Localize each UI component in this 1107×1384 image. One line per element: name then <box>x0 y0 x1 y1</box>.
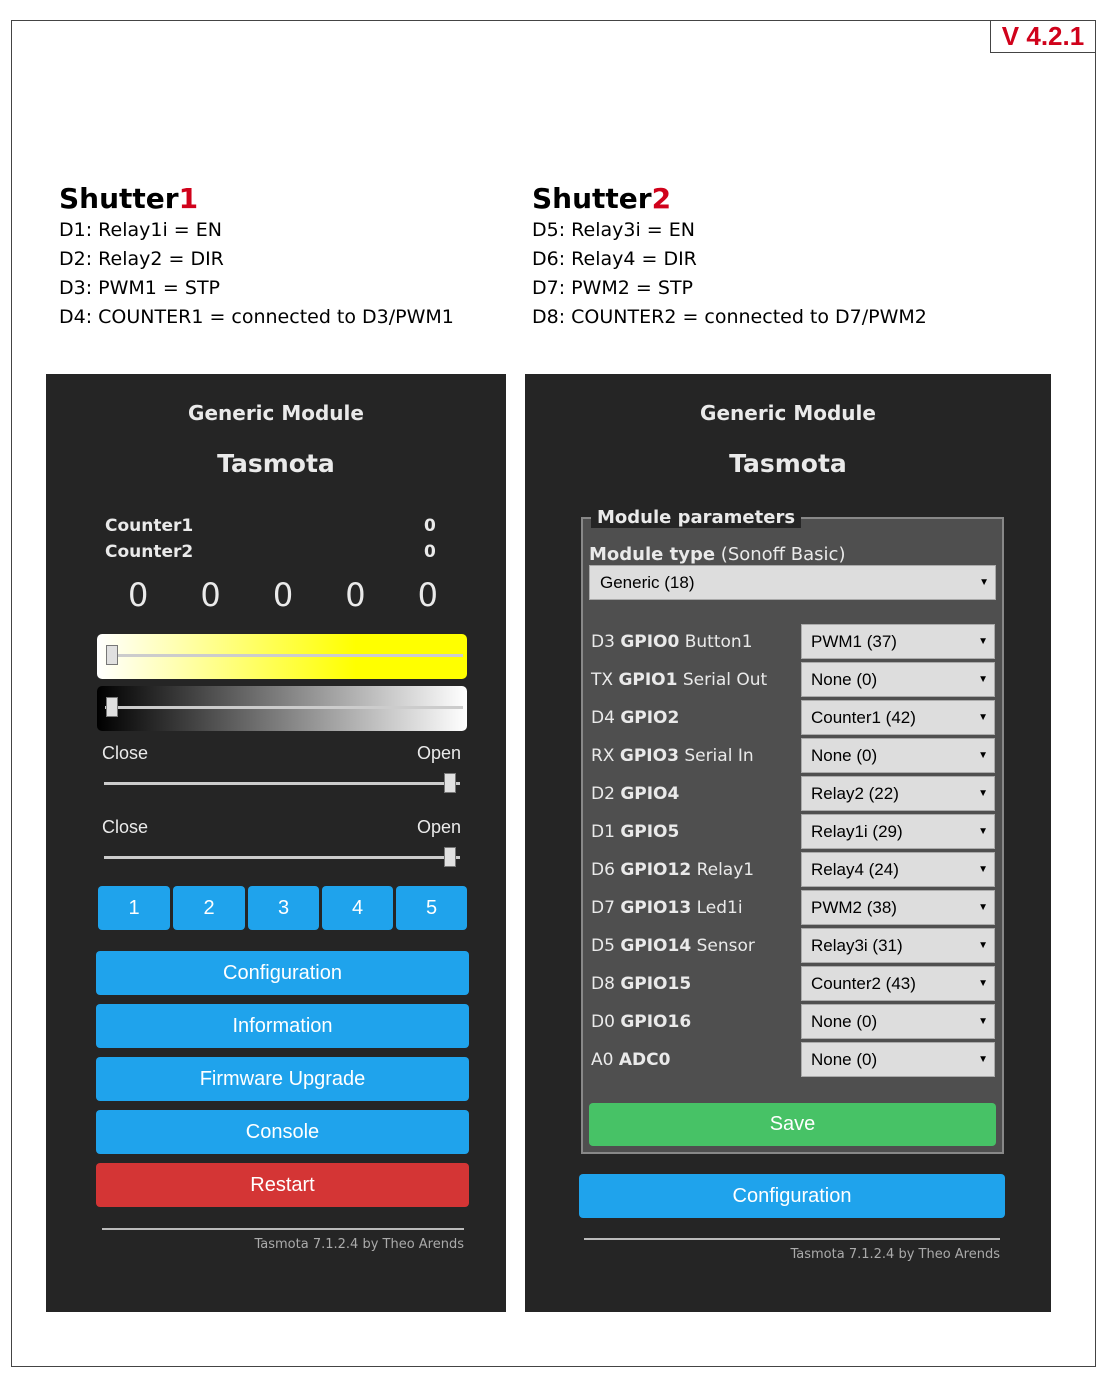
gpio-select-value: Relay2 (22) <box>811 784 899 803</box>
gpio-pin: D4 <box>591 708 615 728</box>
footer-text: Tasmota 7.1.2.4 by Theo Arends <box>254 1237 464 1252</box>
gpio-label <box>591 670 767 690</box>
shutter1-line: D1: Relay1i = EN <box>59 219 222 241</box>
shutter1-slider-thumb[interactable] <box>444 773 456 793</box>
toggle-button-1[interactable]: 1 <box>98 886 170 930</box>
gpio-pin: D7 <box>591 898 615 918</box>
gpio-select[interactable] <box>801 814 995 849</box>
gpio-pin: D0 <box>591 1012 615 1032</box>
chevron-down-icon: ▼ <box>978 1054 988 1065</box>
gpio-label <box>591 822 679 842</box>
power-state: 0 <box>200 576 221 614</box>
gpio-number: GPIO4 <box>620 784 680 804</box>
gpio-select[interactable] <box>801 890 995 925</box>
shutter1-notes <box>59 182 454 332</box>
shutter1-open-label: Open <box>417 743 462 763</box>
gpio-label <box>591 860 754 880</box>
gpio-label <box>591 708 679 728</box>
slider-thumb[interactable] <box>106 645 118 665</box>
chevron-down-icon: ▼ <box>978 750 988 761</box>
gpio-select[interactable] <box>801 738 995 773</box>
gpio-select-value: None (0) <box>811 746 878 765</box>
firmware-upgrade-button[interactable]: Firmware Upgrade <box>96 1057 469 1101</box>
toggle-button-5[interactable]: 5 <box>396 886 467 930</box>
shutter2-line: D8: COUNTER2 = connected to D7/PWM2 <box>532 306 927 328</box>
slider-thumb[interactable] <box>106 697 118 717</box>
gpio-select-value: PWM2 (38) <box>811 898 897 917</box>
chevron-down-icon: ▼ <box>978 1016 988 1027</box>
gpio-description: Sensor <box>696 936 755 956</box>
module-name: Generic Module <box>700 401 876 425</box>
shutter1-slider[interactable] <box>104 782 460 785</box>
save-button[interactable]: Save <box>589 1103 996 1146</box>
module-type-label <box>589 544 845 565</box>
gpio-label <box>591 784 679 804</box>
gpio-select[interactable] <box>801 1004 995 1039</box>
device-name: Tasmota <box>729 449 847 478</box>
toggle-button-2[interactable]: 2 <box>173 886 245 930</box>
toggle-button-3[interactable]: 3 <box>248 886 319 930</box>
shutter2-title: Shutter <box>532 182 652 215</box>
shutter1-number: 1 <box>178 182 199 215</box>
gpio-label <box>591 746 754 766</box>
gpio-select-value: None (0) <box>811 670 878 689</box>
gpio-number: GPIO12 <box>620 860 692 880</box>
shutter2-line: D7: PWM2 = STP <box>532 277 694 299</box>
gpio-select[interactable] <box>801 662 995 697</box>
gpio-number: GPIO0 <box>620 632 680 652</box>
gpio-number: GPIO14 <box>620 936 692 956</box>
gpio-select[interactable] <box>801 966 995 1001</box>
gpio-select-value: Counter1 (42) <box>811 708 916 727</box>
gpio-select-value: None (0) <box>811 1050 878 1069</box>
gpio-select[interactable] <box>801 624 995 659</box>
module-type-select[interactable] <box>589 565 996 600</box>
counter2-label: Counter2 <box>105 542 194 562</box>
gpio-description: Led1i <box>696 898 743 918</box>
module-type-hint: (Sonoff Basic) <box>720 544 846 565</box>
shutter2-heading <box>532 182 927 216</box>
gpio-pin: D8 <box>591 974 615 994</box>
gpio-pin: D5 <box>591 936 615 956</box>
power-state: 0 <box>345 576 366 614</box>
gpio-number: ADC0 <box>618 1050 671 1070</box>
shutter1-line: D2: Relay2 = DIR <box>59 248 224 270</box>
gpio-number: GPIO1 <box>618 670 678 690</box>
power-state-row <box>128 576 438 614</box>
shutter2-line: D5: Relay3i = EN <box>532 219 695 241</box>
gpio-pin: RX <box>591 746 615 766</box>
footer-text: Tasmota 7.1.2.4 by Theo Arends <box>790 1247 1000 1262</box>
console-button[interactable]: Console <box>96 1110 469 1154</box>
chevron-down-icon: ▼ <box>978 674 988 685</box>
toggle-button-4[interactable]: 4 <box>322 886 393 930</box>
right-tasmota-panel <box>525 374 1051 1312</box>
power-state: 0 <box>417 576 438 614</box>
gpio-select-value: PWM1 (37) <box>811 632 897 651</box>
chevron-down-icon: ▼ <box>978 712 988 723</box>
restart-button[interactable]: Restart <box>96 1163 469 1207</box>
configuration-button[interactable]: Configuration <box>96 951 469 995</box>
configuration-button[interactable]: Configuration <box>579 1174 1005 1218</box>
counter1-value: 0 <box>424 516 436 536</box>
gpio-select-value: Counter2 (43) <box>811 974 916 993</box>
chevron-down-icon: ▼ <box>979 577 989 588</box>
power-state: 0 <box>128 576 149 614</box>
color-temp-slider[interactable] <box>97 634 467 679</box>
counter1-label: Counter1 <box>105 516 194 536</box>
gpio-select-value: Relay4 (24) <box>811 860 899 879</box>
gpio-number: GPIO2 <box>620 708 680 728</box>
gpio-number: GPIO15 <box>620 974 692 994</box>
module-type-value: Generic (18) <box>600 573 695 592</box>
chevron-down-icon: ▼ <box>978 978 988 989</box>
gpio-pin: TX <box>591 670 614 690</box>
gpio-select-value: None (0) <box>811 1012 878 1031</box>
chevron-down-icon: ▼ <box>978 902 988 913</box>
shutter2-close-label: Close <box>102 817 149 837</box>
gpio-number: GPIO13 <box>620 898 692 918</box>
gpio-pin: A0 <box>591 1050 614 1070</box>
gpio-select[interactable] <box>801 928 995 963</box>
version-badge: V 4.2.1 <box>990 20 1096 53</box>
slider-track <box>111 654 463 657</box>
shutter2-notes <box>532 182 927 332</box>
gpio-label <box>591 936 755 956</box>
left-tasmota-panel <box>46 374 506 1312</box>
module-parameters-legend: Module parameters <box>591 507 801 528</box>
gpio-pin: D2 <box>591 784 615 804</box>
gpio-select-value: Relay1i (29) <box>811 822 903 841</box>
chevron-down-icon: ▼ <box>978 788 988 799</box>
gpio-select-value: Relay3i (31) <box>811 936 903 955</box>
gpio-pin: D1 <box>591 822 615 842</box>
gpio-number: GPIO5 <box>620 822 680 842</box>
gpio-number: GPIO16 <box>620 1012 692 1032</box>
gpio-select[interactable] <box>801 776 995 811</box>
slider-track <box>105 706 463 709</box>
chevron-down-icon: ▼ <box>978 940 988 951</box>
shutter1-line: D3: PWM1 = STP <box>59 277 221 299</box>
shutter2-slider[interactable] <box>104 856 460 859</box>
gpio-label <box>591 974 691 994</box>
shutter1-close-label: Close <box>102 743 149 763</box>
gpio-label <box>591 632 753 652</box>
gpio-select[interactable] <box>801 700 995 735</box>
gpio-description: Serial In <box>684 746 754 766</box>
gpio-pin: D6 <box>591 860 615 880</box>
chevron-down-icon: ▼ <box>978 636 988 647</box>
device-name: Tasmota <box>217 449 335 478</box>
gpio-number: GPIO3 <box>619 746 679 766</box>
shutter1-title: Shutter <box>59 182 179 215</box>
gpio-label <box>591 898 743 918</box>
gpio-label <box>591 1012 691 1032</box>
dimmer-slider[interactable] <box>97 686 467 731</box>
module-name: Generic Module <box>188 401 364 425</box>
gpio-pin: D3 <box>591 632 615 652</box>
shutter1-line: D4: COUNTER1 = connected to D3/PWM1 <box>59 306 454 328</box>
power-state: 0 <box>272 576 294 614</box>
chevron-down-icon: ▼ <box>978 826 988 837</box>
shutter2-open-label: Open <box>417 817 462 837</box>
counter2-value: 0 <box>424 542 436 562</box>
gpio-description: Relay1 <box>696 860 755 880</box>
gpio-description: Button1 <box>684 632 753 652</box>
footer-divider <box>102 1228 464 1230</box>
shutter1-heading <box>59 182 454 216</box>
shutter2-number: 2 <box>651 182 672 215</box>
information-button[interactable]: Information <box>96 1004 469 1048</box>
gpio-description: Serial Out <box>682 670 768 690</box>
shutter2-slider-thumb[interactable] <box>444 847 456 867</box>
gpio-label <box>591 1050 670 1070</box>
footer-divider <box>584 1238 1000 1240</box>
gpio-select[interactable] <box>801 852 995 887</box>
gpio-select[interactable] <box>801 1042 995 1077</box>
chevron-down-icon: ▼ <box>978 864 988 875</box>
shutter2-line: D6: Relay4 = DIR <box>532 248 697 270</box>
module-type-title: Module type <box>589 544 716 565</box>
